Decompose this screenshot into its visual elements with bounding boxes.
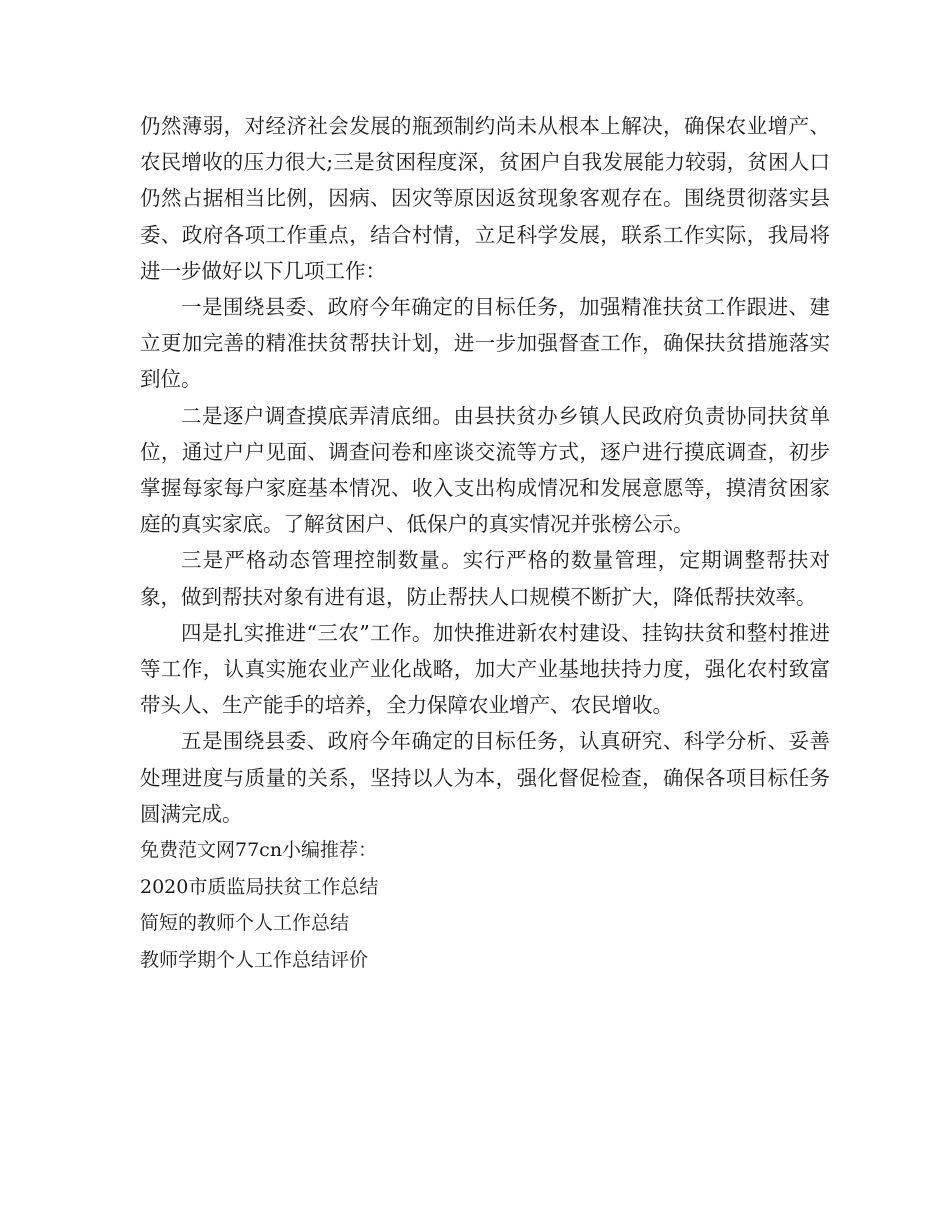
recommend-link[interactable]: 教师学期个人工作总结评价 (140, 948, 369, 971)
paragraph-item-four: 四是扎实推进“三农”工作。加快推进新农村建设、挂钩扶贫和整村推进等工作，认真实施农业产业化战略，加大产业基地扶持力度，强化农村致富带头人、生产能手的培养，全力保障农业增产、农民增收。 (140, 620, 830, 718)
paragraph-item-one: 一是围绕县委、政府今年确定的目标任务，加强精准扶贫工作跟进、建立更加完善的精准扶贫帮扶计划，进一步加强督查工作，确保扶贫措施落实到位。 (140, 295, 830, 392)
paragraph-continuation: 仍然薄弱，对经济社会发展的瓶颈制约尚未从根本上解决，确保农业增产、农民增收的压力很大;三是贫困程度深，贫困户自我发展能力较弱，贫困人口仍然占据相当比例，因病、因灾等原因返贫现象客观存在。围绕贯彻落实县委、政府各项工作重点，结合村情，立足科学发展，联系工作实际，我局将进一步做好以下几项工作： (140, 114, 830, 283)
paragraph-item-three: 三是严格动态管理控制数量。实行严格的数量管理，定期调整帮扶对象，做到帮扶对象有进有退，防止帮扶人口规模不断扩大，降低帮扶效率。 (140, 548, 830, 609)
paragraph-item-two: 二是逐户调查摸底弄清底细。由县扶贫办乡镇人民政府负责协同扶贫单位，通过户户见面、调查问卷和座谈交流等方式，逐户进行摸底调查，初步掌握每家每户家庭基本情况、收入支出构成情况和发展意愿等，摸清贫困家庭的真实家底。了解贫困户、低保户的真实情况并张榜公示。 (140, 403, 830, 537)
recommend-label: 免费范文网77cn小编推荐： (140, 839, 378, 862)
recommend-link[interactable]: 2020市质监局扶贫工作总结 (140, 875, 379, 898)
recommend-section (140, 832, 830, 978)
recommend-link[interactable]: 简短的教师个人工作总结 (140, 912, 350, 935)
paragraph-item-five: 五是围绕县委、政府今年确定的目标任务，认真研究、科学分析、妥善处理进度与质量的关系，坚持以人为本，强化督促检查，确保各项目标任务圆满完成。 (140, 729, 830, 826)
document-page (140, 108, 830, 978)
